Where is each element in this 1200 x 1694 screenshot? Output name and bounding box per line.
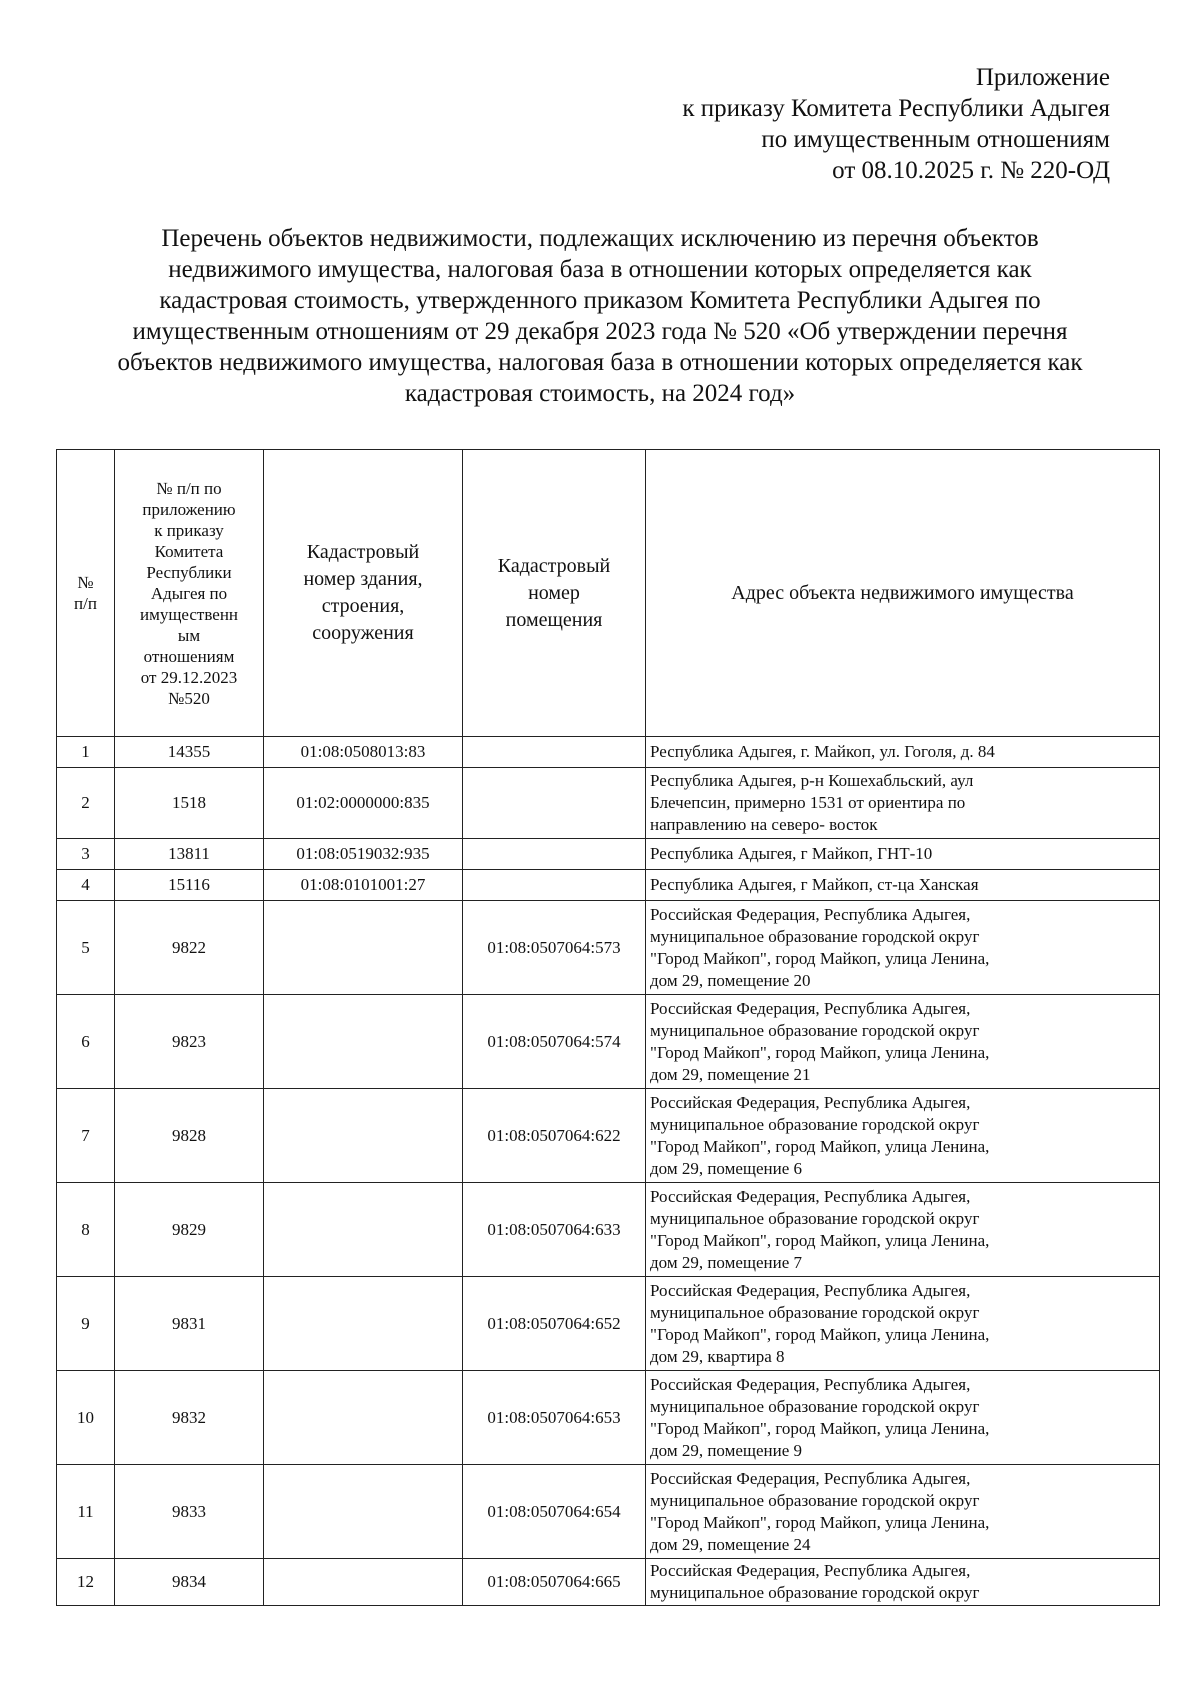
cell-building-cadastral-number xyxy=(264,1277,463,1371)
cell-appendix-number: 9831 xyxy=(115,1277,264,1371)
cell-row-number: 1 xyxy=(57,737,115,768)
table-row xyxy=(57,870,1160,901)
appendix-line-1: Приложение xyxy=(975,64,1110,91)
cell-object-address: Республика Адыгея, г Майкоп, ГНТ-10 xyxy=(646,839,1160,870)
cell-appendix-number: 9834 xyxy=(115,1559,264,1606)
cell-building-cadastral-number xyxy=(264,1559,463,1606)
cell-object-address: Российская Федерация, Республика Адыгея, муниципальное образование городской округ "Город Майкоп", город Майкоп, улица Ленина, дом 29, помещение 20 xyxy=(646,901,1160,995)
title-line-4: имущественным отношениям от 29 декабря 2023 года № 520 «Об утверждении перечня xyxy=(132,318,1068,345)
cell-object-address: Российская Федерация, Республика Адыгея, муниципальное образование городской округ "Город Майкоп", город Майкоп, улица Ленина, дом 29, квартира 8 xyxy=(646,1277,1160,1371)
appendix-line-3: по имущественным отношениям xyxy=(761,126,1110,153)
table-row xyxy=(57,901,1160,995)
document-title xyxy=(30,223,1170,409)
cell-appendix-number: 9822 xyxy=(115,901,264,995)
cell-premise-cadastral-number: 01:08:0507064:654 xyxy=(463,1465,646,1559)
cell-object-address: Российская Федерация, Республика Адыгея, муниципальное образование городской округ xyxy=(646,1559,1160,1606)
cell-object-address: Республика Адыгея, р-н Кошехабльский, аул Блечепсин, примерно 1531 от ориентира по направлению на северо- восток xyxy=(646,768,1160,839)
cell-appendix-number: 9829 xyxy=(115,1183,264,1277)
cell-premise-cadastral-number xyxy=(463,870,646,901)
table-row xyxy=(57,1277,1160,1371)
cell-row-number: 2 xyxy=(57,768,115,839)
cell-object-address: Российская Федерация, Республика Адыгея, муниципальное образование городской округ "Город Майкоп", город Майкоп, улица Ленина, дом 29, помещение 9 xyxy=(646,1371,1160,1465)
cell-appendix-number: 13811 xyxy=(115,839,264,870)
cell-building-cadastral-number xyxy=(264,1089,463,1183)
title-line-6: кадастровая стоимость, на 2024 год» xyxy=(404,380,796,407)
cell-premise-cadastral-number: 01:08:0507064:574 xyxy=(463,995,646,1089)
cell-building-cadastral-number: 01:08:0508013:83 xyxy=(264,737,463,768)
table-row xyxy=(57,768,1160,839)
header-row-number: № п/п xyxy=(57,450,115,737)
cell-building-cadastral-number: 01:08:0101001:27 xyxy=(264,870,463,901)
table-row xyxy=(57,1559,1160,1606)
cell-appendix-number: 15116 xyxy=(115,870,264,901)
cell-row-number: 11 xyxy=(57,1465,115,1559)
cell-row-number: 8 xyxy=(57,1183,115,1277)
cell-premise-cadastral-number: 01:08:0507064:633 xyxy=(463,1183,646,1277)
table-header-row xyxy=(57,450,1160,737)
cell-building-cadastral-number: 01:08:0519032:935 xyxy=(264,839,463,870)
cell-building-cadastral-number: 01:02:0000000:835 xyxy=(264,768,463,839)
cell-premise-cadastral-number xyxy=(463,839,646,870)
cell-object-address: Российская Федерация, Республика Адыгея, муниципальное образование городской округ "Город Майкоп", город Майкоп, улица Ленина, дом 29, помещение 6 xyxy=(646,1089,1160,1183)
cell-appendix-number: 14355 xyxy=(115,737,264,768)
cell-row-number: 10 xyxy=(57,1371,115,1465)
cell-premise-cadastral-number: 01:08:0507064:665 xyxy=(463,1559,646,1606)
cell-building-cadastral-number xyxy=(264,1465,463,1559)
cell-building-cadastral-number xyxy=(264,995,463,1089)
cell-row-number: 5 xyxy=(57,901,115,995)
cell-building-cadastral-number xyxy=(264,1371,463,1465)
cell-object-address: Российская Федерация, Республика Адыгея, муниципальное образование городской округ "Город Майкоп", город Майкоп, улица Ленина, дом 29, помещение 21 xyxy=(646,995,1160,1089)
cell-object-address: Республика Адыгея, г Майкоп, ст-ца Ханская xyxy=(646,870,1160,901)
header-premise-cadastral-number: Кадастровый номер помещения xyxy=(463,450,646,737)
cell-premise-cadastral-number xyxy=(463,737,646,768)
table-row xyxy=(57,737,1160,768)
cell-appendix-number: 1518 xyxy=(115,768,264,839)
cell-row-number: 3 xyxy=(57,839,115,870)
cell-object-address: Республика Адыгея, г. Майкоп, ул. Гоголя, д. 84 xyxy=(646,737,1160,768)
cell-premise-cadastral-number: 01:08:0507064:573 xyxy=(463,901,646,995)
cell-building-cadastral-number xyxy=(264,1183,463,1277)
cell-appendix-number: 9833 xyxy=(115,1465,264,1559)
cell-object-address: Российская Федерация, Республика Адыгея, муниципальное образование городской округ "Город Майкоп", город Майкоп, улица Ленина, дом 29, помещение 24 xyxy=(646,1465,1160,1559)
cell-row-number: 9 xyxy=(57,1277,115,1371)
appendix-header xyxy=(682,62,1110,186)
cell-premise-cadastral-number: 01:08:0507064:622 xyxy=(463,1089,646,1183)
cell-building-cadastral-number xyxy=(264,901,463,995)
cell-row-number: 12 xyxy=(57,1559,115,1606)
appendix-line-4: от 08.10.2025 г. № 220-ОД xyxy=(832,157,1110,184)
cell-appendix-number: 9823 xyxy=(115,995,264,1089)
title-line-5: объектов недвижимого имущества, налоговая база в отношении которых определяется как xyxy=(117,349,1083,376)
table-row xyxy=(57,1183,1160,1277)
table-row xyxy=(57,1465,1160,1559)
header-appendix-number: № п/п по приложению к приказу Комитета Республики Адыгея по имущественн ым отношениям от 29.12.2023 №520 xyxy=(115,450,264,737)
table-row xyxy=(57,995,1160,1089)
header-building-cadastral-number: Кадастровый номер здания, строения, сооружения xyxy=(264,450,463,737)
appendix-line-2: к приказу Комитета Республики Адыгея xyxy=(682,95,1110,122)
table-row xyxy=(57,1089,1160,1183)
cell-appendix-number: 9832 xyxy=(115,1371,264,1465)
table-row xyxy=(57,1371,1160,1465)
header-object-address: Адрес объекта недвижимого имущества xyxy=(646,450,1160,737)
cell-object-address: Российская Федерация, Республика Адыгея, муниципальное образование городской округ "Город Майкоп", город Майкоп, улица Ленина, дом 29, помещение 7 xyxy=(646,1183,1160,1277)
cell-row-number: 6 xyxy=(57,995,115,1089)
cell-premise-cadastral-number xyxy=(463,768,646,839)
cell-row-number: 7 xyxy=(57,1089,115,1183)
title-line-1: Перечень объектов недвижимости, подлежащих исключению из перечня объектов xyxy=(161,225,1039,252)
cell-appendix-number: 9828 xyxy=(115,1089,264,1183)
cell-premise-cadastral-number: 01:08:0507064:653 xyxy=(463,1371,646,1465)
cell-row-number: 4 xyxy=(57,870,115,901)
cell-premise-cadastral-number: 01:08:0507064:652 xyxy=(463,1277,646,1371)
table-row xyxy=(57,839,1160,870)
property-registry-table xyxy=(56,449,1160,1606)
title-line-3: кадастровая стоимость, утвержденного приказом Комитета Республики Адыгея по xyxy=(159,287,1041,314)
title-line-2: недвижимого имущества, налоговая база в отношении которых определяется как xyxy=(168,256,1032,283)
